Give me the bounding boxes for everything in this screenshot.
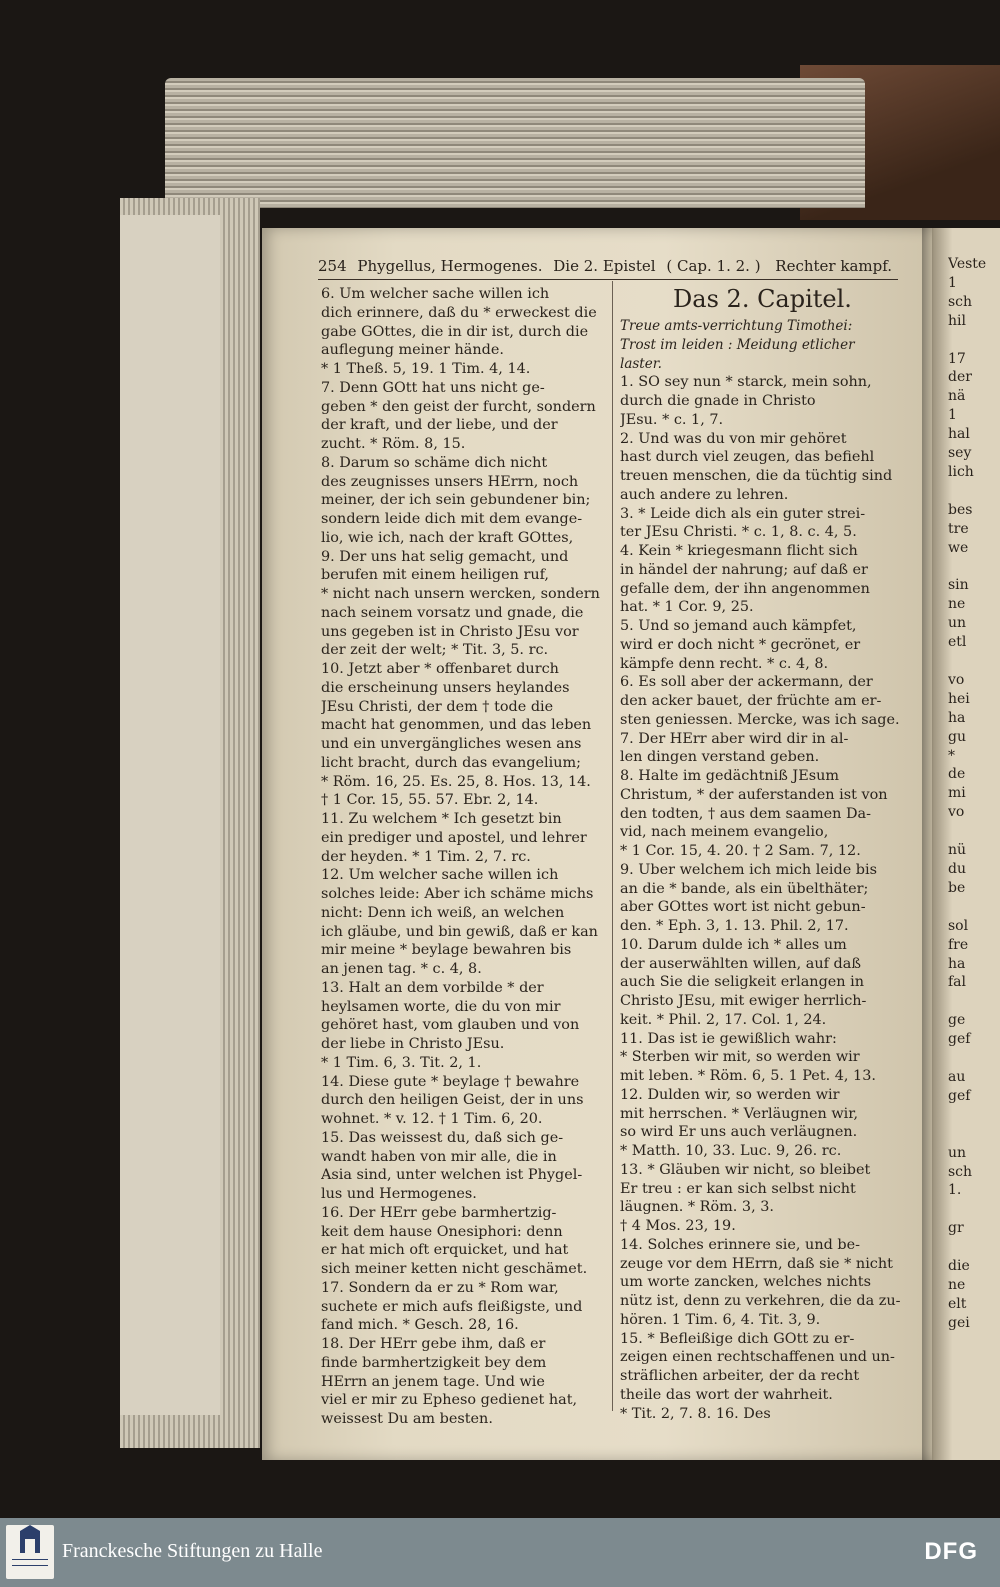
facing-page-line: du [948, 861, 966, 877]
text-line: 13. Halt an dem vorbilde * der [321, 979, 544, 996]
text-line: theile das wort der wahrheit. [620, 1386, 833, 1403]
running-head-left: Phygellus, Hermogenes. [357, 257, 543, 275]
text-line: 12. Um welcher sache willen ich [321, 867, 559, 884]
text-line: der heyden. * 1 Tim. 2, 7. rc. [321, 848, 531, 865]
text-line: an jenen tag. * c. 4, 8. [321, 961, 482, 977]
text-line: len dingen verstand geben. [620, 749, 820, 766]
text-line: gabe GOttes, die in dir ist, durch die [321, 323, 589, 340]
text-line: um worte zancken, welches nichts [620, 1274, 871, 1291]
facing-page-line: un [948, 1144, 967, 1161]
text-line: lus und Hermogenes. [321, 1186, 477, 1202]
text-line: wandt haben von mir alle, die in [321, 1148, 557, 1165]
left-text-column [321, 285, 604, 1429]
text-line: † 1 Cor. 15, 55. 57. Ebr. 2, 14. [321, 792, 539, 809]
text-line: JEsu Christi, der dem † tode die [321, 698, 554, 715]
text-line: suchete er mich aufs fleißigste, und [321, 1298, 583, 1315]
facing-page-line: sey [948, 445, 972, 462]
text-line: treuen menschen, die da tüchtig sind [620, 468, 893, 484]
text-line: 15. Das weissest du, daß sich ge- [321, 1129, 564, 1146]
text-line: hören. 1 Tim. 6, 4. Tit. 3, 9. [620, 1311, 821, 1328]
text-line: HErrn an jenem tage. Und wie [321, 1373, 545, 1390]
facing-page-line: der [948, 369, 972, 386]
facing-page-line: sch [948, 293, 973, 310]
facing-page-line [948, 558, 998, 577]
text-line: * 1 Tim. 6, 3. Tit. 2, 1. [321, 1054, 482, 1071]
summary-line: Trost im leiden : Meidung etlicher [620, 336, 855, 353]
facing-page-line: 1 [948, 274, 957, 291]
text-line: 9. Der uns hat selig gemacht, und [321, 548, 569, 565]
text-line: der liebe in Christo JEsu. [321, 1036, 505, 1052]
text-line: weissest Du am besten. [321, 1411, 493, 1427]
text-line: 13. * Gläuben wir nicht, so bleibet [620, 1161, 871, 1178]
text-line: ein prediger und apostel, und lehrer [321, 829, 587, 846]
facing-page-line [948, 822, 998, 841]
facing-page-line: be [948, 879, 966, 896]
text-line: 10. Jetzt aber * offenbaret durch [321, 661, 559, 677]
flyleaf [120, 215, 220, 1415]
facing-page-line: ge [948, 1012, 966, 1029]
facing-page-line: hei [948, 690, 970, 707]
facing-page-line: nä [948, 388, 966, 405]
text-line: 15. * Befleißige dich GOtt zu er- [620, 1330, 855, 1347]
text-line: wird er doch nicht * gecrönet, er [620, 636, 861, 653]
text-line: der zeit der welt; * Tit. 3, 5. rc. [321, 642, 549, 659]
text-line: 3. * Leide dich als ein guter strei- [620, 505, 866, 522]
text-line: keit dem hause Onesiphori: denn [321, 1223, 563, 1240]
running-head-right: Rechter kampf. [775, 257, 892, 275]
facing-page-line: gu [948, 728, 966, 745]
text-line: der auserwählten willen, auf daß [620, 955, 861, 972]
facing-page-line: etl [948, 634, 967, 651]
text-line: Christum, * der auferstanden ist von [620, 786, 888, 803]
text-line: geben * den geist der furcht, sondern [321, 398, 596, 415]
facing-page-line [948, 331, 998, 350]
facing-page-line: sol [948, 917, 969, 934]
facing-page-line: we [948, 539, 969, 556]
text-line: 9. Uber welchem ich mich leide bis [620, 861, 877, 878]
text-line: 16. Der HErr gebe barmhertzig- [321, 1204, 557, 1221]
text-line: mit leben. * Röm. 6, 5. 1 Pet. 4, 13. [620, 1068, 876, 1084]
text-line: hat. * 1 Cor. 9, 25. [620, 599, 754, 616]
text-line: auch andere zu lehren. [620, 486, 789, 503]
text-line: Er treu : er kan sich selbst nicht [620, 1180, 856, 1197]
facing-page-line: 1. [948, 1182, 962, 1199]
text-line: Asia sind, unter welchen ist Phygel- [321, 1167, 583, 1184]
text-line: 8. Halte im gedächtniß JEsum [620, 768, 839, 784]
text-line: aber GOttes wort ist nicht gebun- [620, 899, 866, 916]
text-line: gehöret hast, vom glauben und von [321, 1017, 580, 1034]
facing-page-line [948, 992, 998, 1011]
facing-page-line: 17 [948, 350, 966, 367]
facing-page-line [948, 1106, 998, 1125]
text-line: finde barmhertzigkeit bey dem [321, 1354, 547, 1371]
facing-page-line: bes [948, 501, 973, 518]
text-line: solches leide: Aber ich schäme michs [321, 886, 594, 902]
text-line: ich gläube, und bin gewiß, daß er kan [321, 923, 598, 940]
text-line: dich erinnere, daß du * erweckest die [321, 304, 597, 321]
text-line: 7. Denn GOtt hat uns nicht ge- [321, 379, 545, 396]
summary-line: Treue amts-verrichtung Timothei: [620, 318, 853, 334]
text-line: mit herrschen. * Verläugnen wir, [620, 1105, 859, 1122]
facing-page-line: 1 [948, 407, 957, 424]
text-line: * 1 Theß. 5, 19. 1 Tim. 4, 14. [321, 361, 531, 377]
text-line: mir meine * beylage bewahren bis [321, 942, 572, 959]
running-head-center: Die 2. Epistel [553, 257, 656, 275]
text-line: durch die gnade in Christo [620, 393, 816, 409]
text-line: hast durch viel zeugen, das befiehl [620, 449, 875, 466]
text-line: 6. Es soll aber der ackermann, der [620, 674, 873, 691]
facing-page-line: sch [948, 1163, 973, 1180]
facing-page-line [948, 482, 998, 501]
institution-logo [6, 1525, 54, 1579]
facing-page-line: mi [948, 785, 966, 802]
facing-page-line: fre [948, 936, 969, 953]
column-divider [612, 281, 613, 1411]
facing-page-line: hil [948, 312, 966, 329]
text-line: 2. Und was du von mir gehöret [620, 430, 847, 447]
facing-page-line: un [948, 615, 967, 632]
text-line: 7. Der HErr aber wird dir in al- [620, 730, 849, 747]
dfg-logo: DFG [924, 1538, 978, 1565]
text-line: fand mich. * Gesch. 28, 16. [321, 1317, 519, 1334]
running-head [318, 257, 898, 280]
text-line: zeigen einen rechtschaffenen und un- [620, 1349, 895, 1366]
facing-page-line: lich [948, 463, 974, 480]
text-line: die erscheinung unsers heylandes [321, 679, 570, 696]
text-line: 11. Zu welchem * Ich gesetzt bin [321, 811, 562, 827]
footer-banner [0, 1518, 1000, 1587]
facing-page-line: elt [948, 1295, 967, 1312]
text-line: macht hat genommen, und das leben [321, 717, 592, 734]
text-line: uns gegeben ist in Christo JEsu vor [321, 623, 579, 640]
text-line: 14. Solches erinnere sie, und be- [620, 1236, 860, 1253]
chapter-title: Das 2. Capitel. [673, 285, 852, 313]
summary-line: laster. [620, 355, 662, 372]
text-line: nicht: Denn ich weiß, an welchen [321, 904, 565, 921]
text-line: den acker bauet, der früchte am er- [620, 693, 882, 709]
facing-page-line: die [948, 1258, 970, 1275]
text-line: * Matth. 10, 33. Luc. 9, 26. rc. [620, 1143, 842, 1159]
text-line: 11. Das ist ie gewißlich wahr: [620, 1030, 837, 1047]
text-line: * Sterben wir mit, so werden wir [620, 1049, 860, 1066]
text-line: gefalle dem, der ihn angenommen [620, 580, 870, 597]
institution-name: Franckesche Stiftungen zu Halle [62, 1540, 323, 1562]
facing-page-line [948, 1238, 998, 1257]
facing-page-text [948, 255, 998, 1333]
text-line: 4. Kein * kriegesmann flicht sich [620, 543, 858, 559]
text-line: kämpfe denn recht. * c. 4, 8. [620, 655, 829, 672]
text-line: zucht. * Röm. 8, 15. [321, 436, 466, 452]
text-line: * Tit. 2, 7. 8. 16. Des [620, 1405, 771, 1422]
running-head-chapter: ( Cap. 1. 2. ) [666, 257, 761, 275]
text-line: sten geniessen. Mercke, was ich sage. [620, 711, 900, 728]
facing-page-line: Veste [948, 256, 987, 272]
text-line: licht bracht, durch das evangelium; [321, 754, 582, 771]
facing-page-line: gef [948, 1087, 971, 1104]
logo-emblem-icon [6, 1525, 54, 1579]
facing-page-line: nü [948, 842, 967, 859]
facing-page-line: vo [948, 804, 965, 821]
text-line: nach seinem vorsatz und gnade, die [321, 604, 584, 621]
text-line: den. * Eph. 3, 1. 13. Phil. 2, 17. [620, 918, 849, 934]
facing-page-line: ne [948, 1276, 966, 1293]
text-line: 5. Und so jemand auch kämpfet, [620, 618, 857, 634]
text-line: zeuge vor dem HErrn, daß sie * nicht [620, 1255, 893, 1272]
facing-page-line: ne [948, 596, 966, 613]
text-line: † 4 Mos. 23, 19. [620, 1218, 736, 1234]
text-line: meiner, der ich sein gebundener bin; [321, 492, 591, 509]
text-line: heylsamen worte, die du von mir [321, 998, 561, 1015]
text-line: der kraft, und der liebe, und der [321, 417, 558, 434]
facing-page-line: * [948, 747, 955, 764]
text-line: er hat mich oft erquicket, und hat [321, 1242, 569, 1259]
facing-page-line [948, 652, 998, 671]
text-line: JEsu. * c. 1, 7. [620, 411, 724, 428]
text-line: auch Sie die seligkeit erlangen in [620, 974, 865, 991]
text-line: ter JEsu Christi. * c. 1, 8. c. 4, 5. [620, 524, 857, 541]
text-line: 8. Darum so schäme dich nicht [321, 454, 548, 471]
facing-page-line: au [948, 1068, 966, 1085]
chapter-summary [620, 317, 905, 373]
facing-page-line: tre [948, 520, 969, 537]
text-line: 6. Um welcher sache willen ich [321, 286, 550, 302]
facing-page-line [948, 1200, 998, 1219]
facing-page-line: hal [948, 426, 970, 443]
text-line: Christo JEsu, mit ewiger herrlich- [620, 993, 867, 1009]
book-page-edges [165, 78, 865, 208]
facing-page-line [948, 898, 998, 917]
right-text-column [620, 285, 905, 1423]
text-line: und ein unvergängliches wesen ans [321, 736, 582, 752]
facing-page-line: gr [948, 1220, 964, 1237]
text-line: 14. Diese gute * beylage † bewahre [321, 1073, 580, 1090]
facing-page-line: vo [948, 671, 965, 688]
text-line: vid, nach meinem evangelio, [620, 824, 829, 841]
text-line: viel er mir zu Epheso gedienet hat, [321, 1392, 578, 1409]
facing-page-line: ha [948, 955, 966, 972]
text-line: 17. Sondern da er zu * Rom war, [321, 1279, 559, 1296]
facing-page-line: fal [948, 974, 967, 991]
text-line: an die * bande, als ein übelthäter; [620, 880, 869, 897]
text-line: so wird Er uns auch verläugnen. [620, 1124, 858, 1141]
facing-page-line: ha [948, 709, 966, 726]
text-line: den todten, † aus dem saamen Da- [620, 805, 871, 822]
text-line: des zeugnisses unsers HErrn, noch [321, 473, 579, 490]
text-line: wohnet. * v. 12. † 1 Tim. 6, 20. [321, 1111, 543, 1127]
text-line: sträflichen arbeiter, der da recht [620, 1368, 860, 1384]
facing-page-line: gei [948, 1314, 970, 1331]
text-line: in händel der nahrung; auf daß er [620, 561, 868, 578]
text-line: 18. Der HErr gebe ihm, daß er [321, 1336, 546, 1352]
text-line: * Röm. 16, 25. Es. 25, 8. Hos. 13, 14. [321, 773, 591, 790]
text-line: sondern leide dich mit dem evange- [321, 511, 583, 527]
gutter-shadow [922, 228, 934, 1460]
facing-page-line [948, 1049, 998, 1068]
text-line: * 1 Cor. 15, 4. 20. † 2 Sam. 7, 12. [620, 843, 861, 859]
text-line: 10. Darum dulde ich * alles um [620, 936, 847, 953]
facing-page-line: de [948, 766, 966, 783]
text-line: keit. * Phil. 2, 17. Col. 1, 24. [620, 1011, 827, 1028]
right-verses [620, 373, 905, 1423]
page-number: 254 [318, 257, 347, 275]
text-line: 1. SO sey nun * starck, mein sohn, [620, 374, 872, 391]
text-line: durch den heiligen Geist, der in uns [321, 1092, 584, 1109]
text-line: sich meiner ketten nicht geschämet. [321, 1261, 588, 1277]
text-line: * nicht nach unsern wercken, sondern [321, 586, 600, 602]
text-line: lio, wie ich, nach der kraft GOttes, [321, 529, 574, 546]
text-line: läugnen. * Röm. 3, 3. [620, 1199, 774, 1216]
text-line: 12. Dulden wir, so werden wir [620, 1086, 840, 1103]
facing-page-line: sin [948, 577, 969, 594]
text-line: auflegung meiner hände. [321, 342, 504, 359]
facing-page-line: gef [948, 1031, 971, 1048]
text-line: nütz ist, denn zu verkehren, die da zu- [620, 1293, 901, 1309]
facing-page-line [948, 1125, 998, 1144]
text-line: berufen mit einem heiligen ruf, [321, 567, 549, 584]
